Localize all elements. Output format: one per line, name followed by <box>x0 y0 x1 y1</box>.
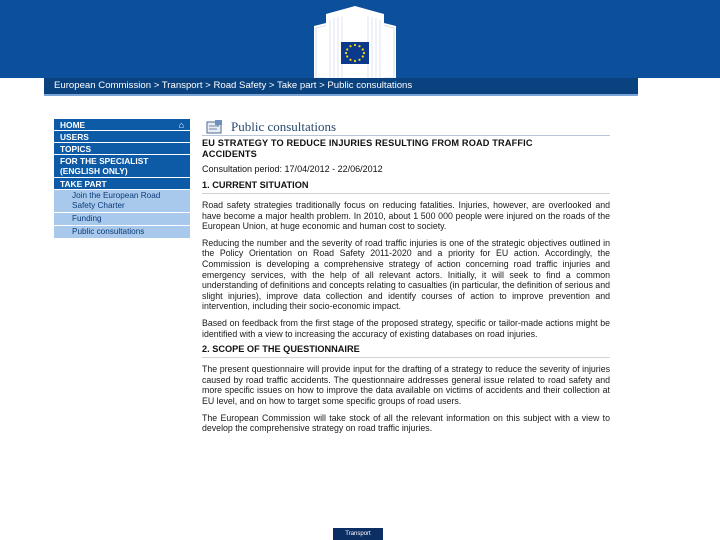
nav-subitem-label-2: Safety Charter <box>72 201 125 210</box>
document-title-line-2: ACCIDENTS <box>202 148 257 159</box>
section-heading-scope: 2. SCOPE OF THE QUESTIONNAIRE <box>202 344 610 358</box>
document-title-line-1: EU STRATEGY TO REDUCE INJURIES RESULTING FROM ROAD TRAFFIC <box>202 138 533 148</box>
nav-item-label: USERS <box>60 132 89 142</box>
nav-item-label: HOME <box>60 120 86 130</box>
top-banner <box>0 0 720 78</box>
nav-item-specialist[interactable] <box>54 155 190 178</box>
paragraph: The present questionnaire will provide input for the drafting of a strategy to reduce the severity of injuries caused by road traffic accidents. The questionnaire addresses general issue related to road safety and more specific issues on how to improve the data available on victims of accidents and their collection at EU level, and on how to target some specific groups of road users. <box>202 364 610 406</box>
paragraph: Based on feedback from the first stage of the proposed strategy, specific or tailor-made actions might be identified with a view to increasing the accuracy of existing databases on road injuries. <box>202 317 610 339</box>
nav-subitem-label: Funding <box>72 214 102 223</box>
breadcrumb-underline <box>44 94 638 96</box>
page-title: Public consultations <box>231 119 337 134</box>
nav-subitem-public-consultations[interactable] <box>54 226 190 239</box>
main-content <box>202 118 610 434</box>
nav-item-users[interactable] <box>54 131 190 143</box>
nav-item-home[interactable] <box>54 119 190 131</box>
nav-subitem-funding[interactable] <box>54 213 190 226</box>
nav-item-label: FOR THE SPECIALIST <box>60 156 149 166</box>
page-header <box>202 118 610 136</box>
section-heading-current-situation: 1. CURRENT SITUATION <box>202 180 610 194</box>
nav-item-label: TAKE PART <box>60 179 107 189</box>
paragraph: Road safety strategies traditionally focus on reducing fatalities. Injuries, however, are overlooked and have become a major health problem. In 2010, about 1 500 000 people were injured on the roads of the European Union, at huge economic and human cost to society. <box>202 200 610 232</box>
nav-item-label-2: (ENGLISH ONLY) <box>60 166 128 176</box>
paragraph: Reducing the number and the severity of road traffic injuries is one of the strategic objectives outlined in the Policy Orientation on Road Safety 2011-2020 and a priority for EU action. Accordingly, the Commission is developing a comprehensive strategy of action concerning road traffic injuries and emergency services, with the help of all relevant actors. Initially, it will seek to find a common understanding of definitions and concepts relating to casualties (in particular, the definition of serious and slight injuries), improve data collection and identify courses of action to improve prevention and intervention, including their socio-economic impact. <box>202 237 610 312</box>
paragraph: The European Commission will take stock of all the relevant information on this subject with a view to develop the comprehensive strategy on road traffic injuries. <box>202 412 610 434</box>
breadcrumb[interactable]: European Commission > Transport > Road Safety > Take part > Public consultations <box>44 78 638 94</box>
left-navigation <box>54 119 190 239</box>
consultation-icon <box>204 119 224 134</box>
nav-subitem-label: Public consultations <box>72 227 145 236</box>
nav-item-topics[interactable] <box>54 143 190 155</box>
european-commission-logo <box>308 6 402 78</box>
document-title <box>202 138 610 159</box>
consultation-period: Consultation period: 17/04/2012 - 22/06/2012 <box>202 164 383 174</box>
nav-item-label: TOPICS <box>60 144 92 154</box>
home-icon: ⌂ <box>178 120 184 130</box>
nav-subitem-label: Join the European Road <box>72 191 161 200</box>
nav-subitem-road-safety-charter[interactable] <box>54 190 190 213</box>
website-screenshot <box>44 78 638 518</box>
footer-label: Transport <box>333 528 383 540</box>
nav-item-take-part[interactable] <box>54 178 190 190</box>
